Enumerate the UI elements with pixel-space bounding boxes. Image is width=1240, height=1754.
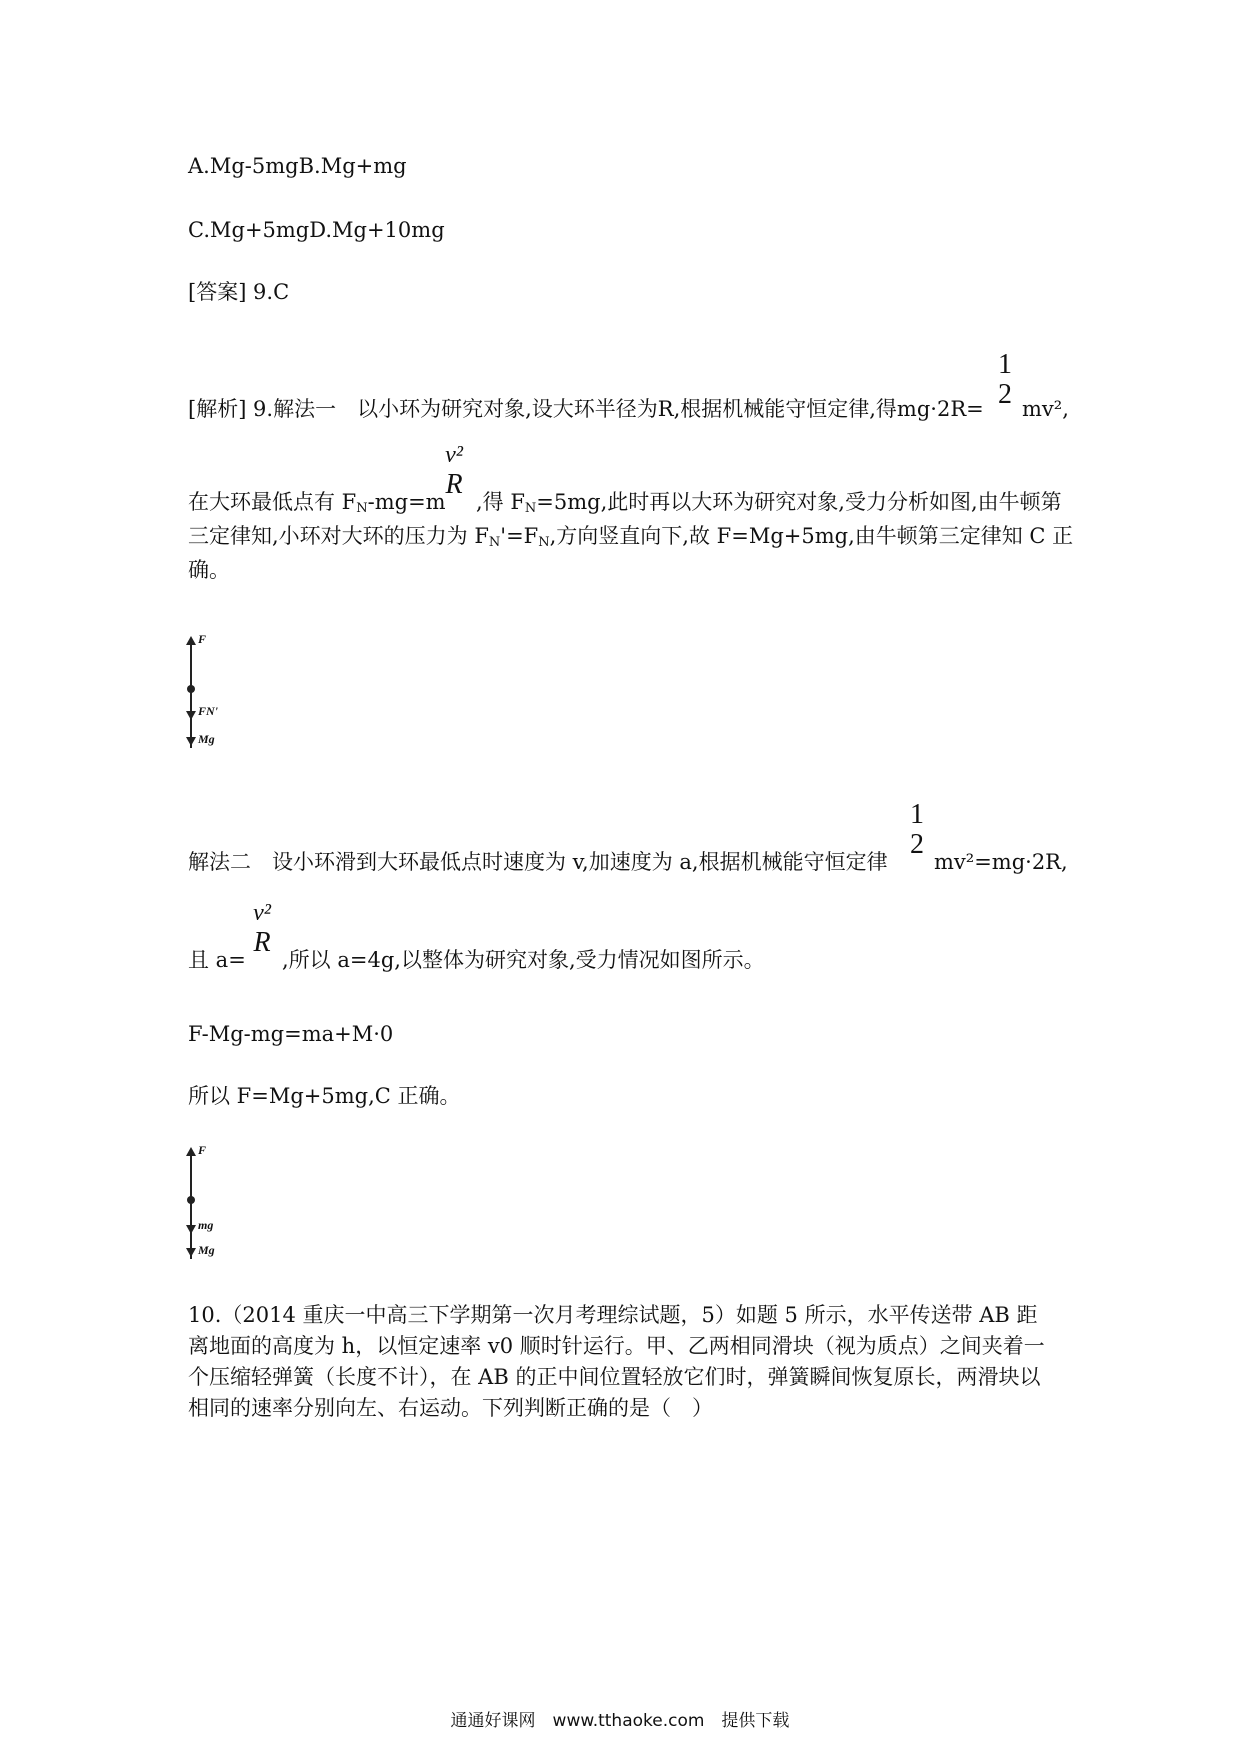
center-dot bbox=[187, 1196, 195, 1204]
label-fn-prime: FN' bbox=[198, 704, 219, 718]
method1-line-3-b: '=F bbox=[500, 524, 539, 548]
subscript-n: N bbox=[538, 535, 550, 550]
options-line-2: C.Mg+5mgD.Mg+10mg bbox=[188, 218, 445, 242]
fraction-numerator: 1 bbox=[998, 349, 1012, 380]
label-f: F bbox=[198, 632, 207, 646]
fraction-denominator: 2 bbox=[910, 829, 924, 860]
fraction-v2-over-r-1 bbox=[436, 440, 472, 500]
method2-line-2-post: ,所以 a=4g,以整体为研究对象,受力情况如图所示。 bbox=[282, 948, 765, 972]
method1-line-1-text: [解析] 9.解法一 以小环为研究对象,设大环半径为R,根据机械能守恒定律,得mg·2R= bbox=[188, 397, 984, 421]
subscript-n: N bbox=[524, 501, 537, 516]
fraction-half-1 bbox=[994, 350, 1016, 410]
force-axis bbox=[190, 642, 192, 748]
method1-line-3-a: 三定律知,小环对大环的压力为 F bbox=[188, 524, 489, 548]
arrow-down-icon bbox=[186, 1248, 196, 1257]
force-diagram-2 bbox=[186, 1143, 246, 1263]
center-dot bbox=[187, 685, 195, 693]
label-mg: Mg bbox=[198, 1243, 215, 1257]
fraction-numerator: v² bbox=[445, 442, 463, 468]
method1-line-4: 确。 bbox=[188, 558, 230, 582]
fraction-half-2 bbox=[906, 800, 928, 860]
answer-line: [答案] 9.C bbox=[188, 280, 290, 304]
method1-line-3-c: ,方向竖直向下,故 F=Mg+5mg,由牛顿第三定律知 C 正 bbox=[549, 524, 1074, 548]
method2-line-1: 解法二 设小环滑到大环最低点时速度为 v,加速度为 a,根据机械能守恒定律 bbox=[188, 850, 888, 874]
fraction-v2-over-r-2 bbox=[244, 898, 280, 958]
fraction-denominator: R bbox=[253, 927, 271, 958]
fraction-numerator: v² bbox=[253, 900, 271, 926]
arrow-down-icon bbox=[186, 711, 196, 720]
equation-line: F-Mg-mg=ma+M·0 bbox=[188, 1022, 394, 1046]
method1-line-2-rest bbox=[476, 488, 1062, 523]
method1-line-2-post: ,得 F bbox=[476, 490, 525, 514]
force-axis bbox=[190, 1153, 192, 1259]
fraction-numerator: 1 bbox=[910, 799, 924, 830]
fraction-denominator: R bbox=[445, 469, 463, 500]
subscript-n: N bbox=[356, 501, 368, 516]
method1-line-1-tail: mv², bbox=[1022, 397, 1069, 421]
arrow-down-icon bbox=[186, 1225, 196, 1234]
options-line-1: A.Mg-5mgB.Mg+mg bbox=[188, 154, 407, 178]
arrow-down-icon bbox=[186, 737, 196, 746]
page-footer: 通通好课网 www.tthaoke.com 提供下载 bbox=[450, 1711, 790, 1731]
method1-line-3 bbox=[188, 522, 1073, 557]
fraction-denominator: 2 bbox=[998, 379, 1012, 410]
method1-line-2 bbox=[188, 488, 446, 523]
method1-line-2-pre: 在大环最低点有 F bbox=[188, 490, 357, 514]
label-f: F bbox=[198, 1143, 207, 1157]
force-diagram-1 bbox=[186, 632, 246, 752]
method2-line-1-tail: mv²=mg·2R, bbox=[934, 850, 1068, 874]
question-10: 10.（2014 重庆一中高三下学期第一次月考理综试题，5）如题 5 所示，水平传送带 AB 距离地面的高度为 h，以恒定速率 v0 顺时针运行。甲、乙两相同滑块（视为质点）之间夹着一个压缩轻弹簧（长度不计），在 AB 的正中间位置轻放它们时，弹簧瞬间恢复原长，两滑块以相同的速率分别向左、右运动。下列判断正确的是（ ） bbox=[188, 1303, 1045, 1420]
method2-line-2-pre: 且 a= bbox=[188, 948, 246, 972]
subscript-n: N bbox=[488, 535, 501, 550]
method1-line-2-mid: -mg=m bbox=[367, 490, 446, 514]
label-mg: Mg bbox=[198, 732, 215, 746]
method1-line-1 bbox=[188, 395, 984, 423]
method1-line-2-end: =5mg,此时再以大环为研究对象,受力分析如图,由牛顿第 bbox=[536, 490, 1062, 514]
conclusion-line: 所以 F=Mg+5mg,C 正确。 bbox=[188, 1084, 461, 1108]
label-mg-small: mg bbox=[198, 1218, 214, 1232]
